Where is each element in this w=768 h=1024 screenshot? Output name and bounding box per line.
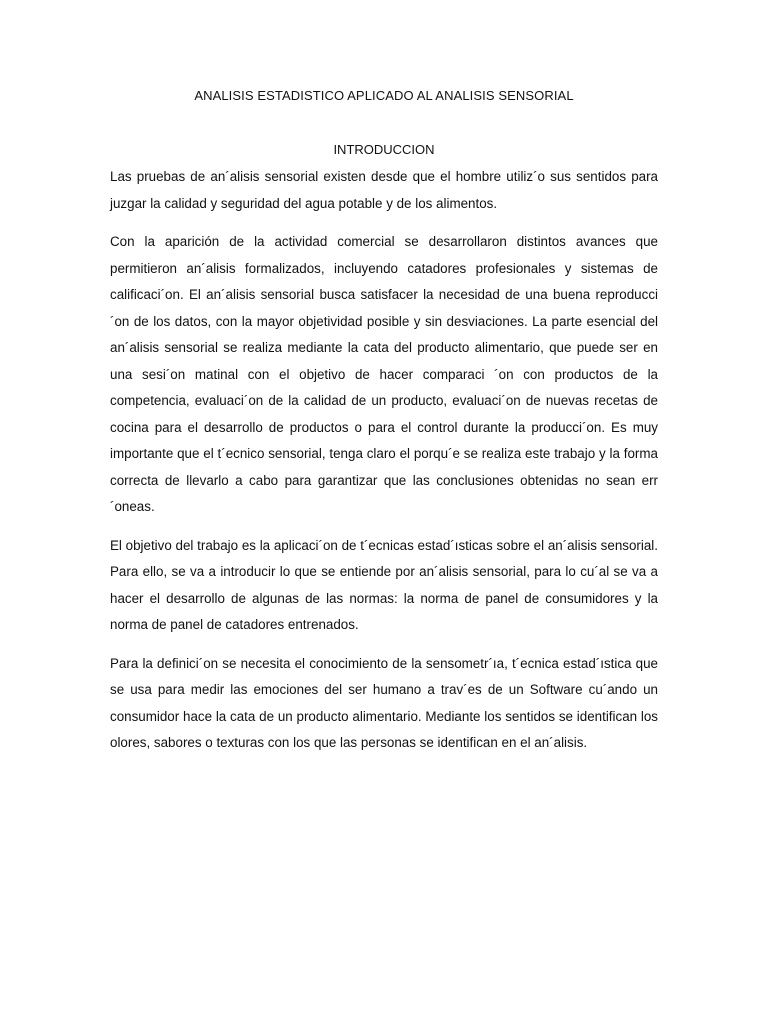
paragraph: Las pruebas de an´alisis sensorial existen desde que el hombre utiliz´o sus sentidos para juzgar la calidad y seguridad del agua potable y de los alimentos. (110, 169, 658, 211)
paragraph: Con la aparición de la actividad comercial se desarrollaron distintos avances que permitieron an´alisis formalizados, incluyendo catadores profesionales y sistemas de calificaci´on. El an´alisis sensorial busca satisfacer la necesidad de una buena reproducci´on de los datos, con la mayor objetividad posible y sin desviaciones. La parte esencial del an´alisis sensorial se realiza mediante la cata del producto alimentario, que puede ser en una sesi´on matinal con el objetivo de hacer comparaci ´on con productos de la competencia, evaluaci´on de la calidad de un producto, evaluaci´on de nuevas recetas de cocina para el desarrollo de productos o para el control durante la producci´on. Es muy importante que el t´ecnico sensorial, tenga claro el porqu´e se realiza este trabajo y la forma correcta de llevarlo a cabo para garantizar que las conclusiones obtenidas no sean err´oneas. (110, 234, 658, 514)
body-text (110, 164, 658, 769)
document-title: ANALISIS ESTADISTICO APLICADO AL ANALISIS SENSORIAL (194, 88, 574, 103)
paragraph: El objetivo del trabajo es la aplicaci´on de t´ecnicas estad´ısticas sobre el an´alisis sensorial. Para ello, se va a introducir lo que se entiende por an´alisis sensorial, para lo cu´al se va a hacer el desarrollo de algunas de las normas: la norma de panel de consumidores y la norma de panel de catadores entrenados. (110, 537, 658, 632)
section-heading: INTRODUCCION (333, 142, 435, 157)
paragraph: Para la definici´on se necesita el conocimiento de la sensometr´ıa, t´ecnica estad´ıstica que se usa para medir las emociones del ser humano a trav´es de un Software cu´ando un consumidor hace la cata de un producto alimentario. Mediante los sentidos se identifican los olores, sabores o texturas con los que las personas se identifican en el an´alisis. (110, 655, 658, 750)
